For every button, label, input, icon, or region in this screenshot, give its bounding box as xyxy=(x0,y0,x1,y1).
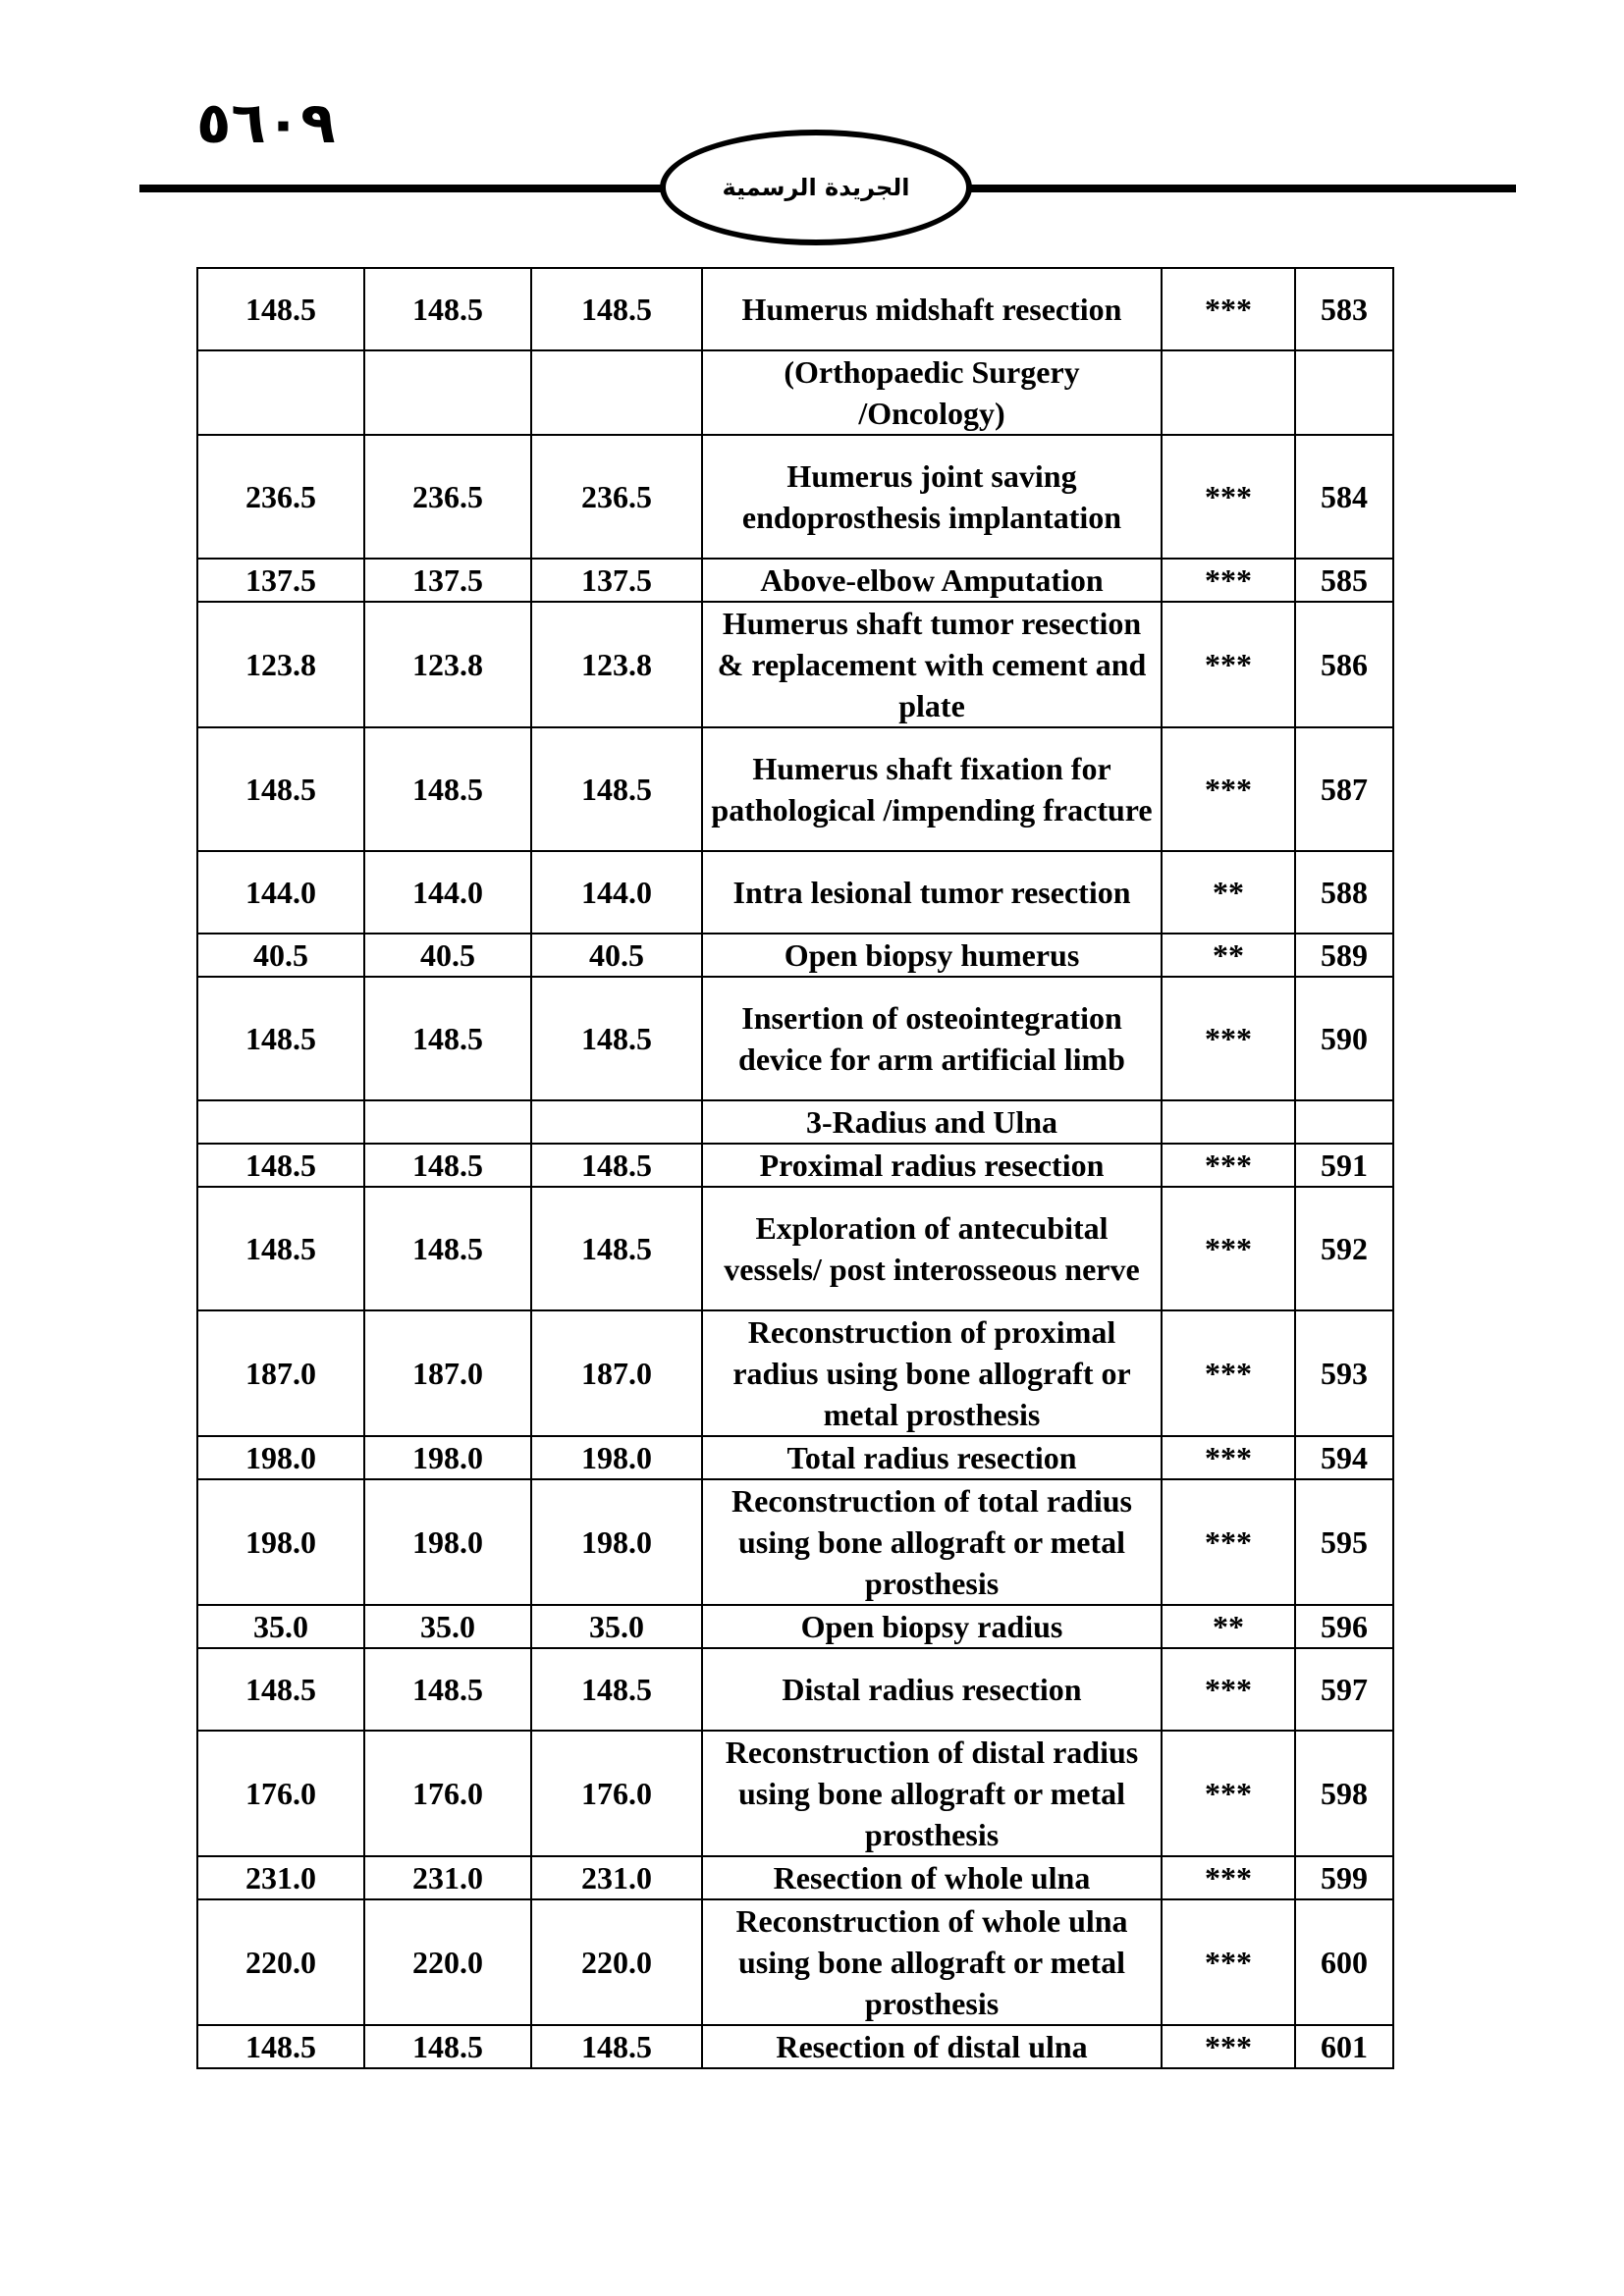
fee-cell-a: 187.0 xyxy=(197,1310,364,1436)
fee-cell-a: 137.5 xyxy=(197,559,364,602)
fee-cell-b: 187.0 xyxy=(364,1310,531,1436)
fee-cell-a: 144.0 xyxy=(197,851,364,934)
procedure-description: Insertion of osteointegration device for arm artificial limb xyxy=(702,977,1162,1100)
grade-cell: *** xyxy=(1162,435,1295,559)
grade-cell: *** xyxy=(1162,1648,1295,1731)
procedure-description: Resection of whole ulna xyxy=(702,1856,1162,1899)
fee-cell-a: 148.5 xyxy=(197,268,364,350)
procedure-description: Distal radius resection xyxy=(702,1648,1162,1731)
procedure-code: 593 xyxy=(1295,1310,1393,1436)
fee-cell-b: 220.0 xyxy=(364,1899,531,2025)
procedure-code: 583 xyxy=(1295,268,1393,350)
procedure-description: Humerus joint saving endoprosthesis implantation xyxy=(702,435,1162,559)
grade-cell: *** xyxy=(1162,268,1295,350)
grade-cell: *** xyxy=(1162,1731,1295,1856)
procedure-description: Reconstruction of whole ulna using bone allograft or metal prosthesis xyxy=(702,1899,1162,2025)
procedure-description: (Orthopaedic Surgery /Oncology) xyxy=(702,350,1162,435)
fee-cell-c: 176.0 xyxy=(531,1731,702,1856)
table-row xyxy=(197,559,1393,602)
grade-cell: ** xyxy=(1162,851,1295,934)
fee-cell-b xyxy=(364,1100,531,1144)
table-row xyxy=(197,1648,1393,1731)
procedure-code: 589 xyxy=(1295,934,1393,977)
fee-cell-b: 176.0 xyxy=(364,1731,531,1856)
procedure-description: Humerus shaft tumor resection & replacement with cement and plate xyxy=(702,602,1162,727)
procedure-code: 596 xyxy=(1295,1605,1393,1648)
fee-cell-a: 123.8 xyxy=(197,602,364,727)
grade-cell: *** xyxy=(1162,1479,1295,1605)
fee-cell-b: 148.5 xyxy=(364,1187,531,1310)
grade-cell: *** xyxy=(1162,2025,1295,2068)
fee-cell-c xyxy=(531,1100,702,1144)
fee-cell-a: 236.5 xyxy=(197,435,364,559)
procedure-code xyxy=(1295,350,1393,435)
fee-cell-a: 198.0 xyxy=(197,1436,364,1479)
fee-cell-c: 220.0 xyxy=(531,1899,702,2025)
fee-cell-b: 40.5 xyxy=(364,934,531,977)
table-row xyxy=(197,1436,1393,1479)
table-row xyxy=(197,727,1393,851)
fee-cell-c: 144.0 xyxy=(531,851,702,934)
fee-cell-c: 236.5 xyxy=(531,435,702,559)
table-row xyxy=(197,1144,1393,1187)
table-row xyxy=(197,350,1393,435)
fee-cell-c: 231.0 xyxy=(531,1856,702,1899)
procedure-description: Total radius resection xyxy=(702,1436,1162,1479)
fee-cell-c: 148.5 xyxy=(531,727,702,851)
procedure-code: 598 xyxy=(1295,1731,1393,1856)
procedure-code: 584 xyxy=(1295,435,1393,559)
fee-cell-c: 148.5 xyxy=(531,1187,702,1310)
procedure-code: 585 xyxy=(1295,559,1393,602)
publication-title-oval xyxy=(660,130,972,245)
procedure-code: 599 xyxy=(1295,1856,1393,1899)
table-row xyxy=(197,1856,1393,1899)
fee-cell-a xyxy=(197,350,364,435)
fee-cell-b: 148.5 xyxy=(364,727,531,851)
fee-cell-b: 148.5 xyxy=(364,1144,531,1187)
fee-cell-a: 148.5 xyxy=(197,1144,364,1187)
grade-cell: *** xyxy=(1162,1187,1295,1310)
grade-cell: *** xyxy=(1162,727,1295,851)
fee-cell-a: 148.5 xyxy=(197,1648,364,1731)
procedure-code: 595 xyxy=(1295,1479,1393,1605)
procedure-code: 586 xyxy=(1295,602,1393,727)
procedure-code: 600 xyxy=(1295,1899,1393,2025)
table-row xyxy=(197,977,1393,1100)
procedure-code: 592 xyxy=(1295,1187,1393,1310)
table-row xyxy=(197,851,1393,934)
fee-cell-c: 40.5 xyxy=(531,934,702,977)
page-number: ٥٦٠٩ xyxy=(196,89,336,156)
table-row xyxy=(197,602,1393,727)
fee-cell-c: 198.0 xyxy=(531,1479,702,1605)
grade-cell: *** xyxy=(1162,977,1295,1100)
procedure-description: Reconstruction of distal radius using bone allograft or metal prosthesis xyxy=(702,1731,1162,1856)
table-row xyxy=(197,268,1393,350)
grade-cell: *** xyxy=(1162,1310,1295,1436)
fee-cell-b: 198.0 xyxy=(364,1479,531,1605)
fee-cell-a xyxy=(197,1100,364,1144)
fee-cell-c xyxy=(531,350,702,435)
fee-cell-c: 148.5 xyxy=(531,1144,702,1187)
fee-cell-a: 148.5 xyxy=(197,2025,364,2068)
fee-cell-c: 148.5 xyxy=(531,977,702,1100)
fee-cell-a: 40.5 xyxy=(197,934,364,977)
fee-cell-c: 148.5 xyxy=(531,268,702,350)
procedure-description: Reconstruction of total radius using bone allograft or metal prosthesis xyxy=(702,1479,1162,1605)
fee-cell-c: 148.5 xyxy=(531,2025,702,2068)
grade-cell: ** xyxy=(1162,934,1295,977)
table-row xyxy=(197,1899,1393,2025)
grade-cell: *** xyxy=(1162,1899,1295,2025)
fee-cell-b: 144.0 xyxy=(364,851,531,934)
procedure-code xyxy=(1295,1100,1393,1144)
procedure-code: 591 xyxy=(1295,1144,1393,1187)
grade-cell: *** xyxy=(1162,559,1295,602)
fee-cell-a: 35.0 xyxy=(197,1605,364,1648)
procedure-code: 594 xyxy=(1295,1436,1393,1479)
grade-cell: *** xyxy=(1162,1144,1295,1187)
procedure-description: Reconstruction of proximal radius using bone allograft or metal prosthesis xyxy=(702,1310,1162,1436)
fee-cell-b: 35.0 xyxy=(364,1605,531,1648)
procedure-description: Above-elbow Amputation xyxy=(702,559,1162,602)
fee-cell-b: 148.5 xyxy=(364,1648,531,1731)
fee-cell-b: 231.0 xyxy=(364,1856,531,1899)
fee-cell-a: 231.0 xyxy=(197,1856,364,1899)
procedure-code: 597 xyxy=(1295,1648,1393,1731)
procedure-description: Humerus shaft fixation for pathological /impending fracture xyxy=(702,727,1162,851)
table-row xyxy=(197,1605,1393,1648)
fee-cell-c: 35.0 xyxy=(531,1605,702,1648)
procedure-description: Open biopsy radius xyxy=(702,1605,1162,1648)
table-row xyxy=(197,934,1393,977)
grade-cell xyxy=(1162,350,1295,435)
fee-table xyxy=(196,267,1394,2069)
fee-cell-a: 198.0 xyxy=(197,1479,364,1605)
fee-cell-a: 220.0 xyxy=(197,1899,364,2025)
fee-cell-c: 187.0 xyxy=(531,1310,702,1436)
procedure-description: Intra lesional tumor resection xyxy=(702,851,1162,934)
grade-cell xyxy=(1162,1100,1295,1144)
procedure-code: 587 xyxy=(1295,727,1393,851)
fee-cell-b: 148.5 xyxy=(364,268,531,350)
procedure-description: Open biopsy humerus xyxy=(702,934,1162,977)
fee-cell-b: 236.5 xyxy=(364,435,531,559)
procedure-description: 3-Radius and Ulna xyxy=(702,1100,1162,1144)
procedure-code: 601 xyxy=(1295,2025,1393,2068)
table-row xyxy=(197,435,1393,559)
fee-cell-c: 123.8 xyxy=(531,602,702,727)
grade-cell: *** xyxy=(1162,1436,1295,1479)
fee-cell-a: 148.5 xyxy=(197,727,364,851)
fee-cell-b: 148.5 xyxy=(364,2025,531,2068)
fee-cell-c: 137.5 xyxy=(531,559,702,602)
procedure-description: Resection of distal ulna xyxy=(702,2025,1162,2068)
table-row xyxy=(197,1187,1393,1310)
procedure-code: 588 xyxy=(1295,851,1393,934)
grade-cell: *** xyxy=(1162,602,1295,727)
grade-cell: *** xyxy=(1162,1856,1295,1899)
procedure-description: Humerus midshaft resection xyxy=(702,268,1162,350)
table-row xyxy=(197,1100,1393,1144)
table-row xyxy=(197,2025,1393,2068)
fee-cell-a: 148.5 xyxy=(197,1187,364,1310)
fee-cell-b: 198.0 xyxy=(364,1436,531,1479)
procedure-description: Proximal radius resection xyxy=(702,1144,1162,1187)
procedure-description: Exploration of antecubital vessels/ post interosseous nerve xyxy=(702,1187,1162,1310)
fee-cell-b xyxy=(364,350,531,435)
table-row xyxy=(197,1479,1393,1605)
publication-title: الجريدة الرسمية xyxy=(722,174,910,201)
table-row xyxy=(197,1310,1393,1436)
fee-cell-b: 148.5 xyxy=(364,977,531,1100)
fee-cell-c: 198.0 xyxy=(531,1436,702,1479)
grade-cell: ** xyxy=(1162,1605,1295,1648)
fee-cell-c: 148.5 xyxy=(531,1648,702,1731)
fee-table-body xyxy=(197,268,1393,2068)
procedure-code: 590 xyxy=(1295,977,1393,1100)
table-row xyxy=(197,1731,1393,1856)
fee-cell-b: 123.8 xyxy=(364,602,531,727)
fee-cell-a: 148.5 xyxy=(197,977,364,1100)
fee-cell-a: 176.0 xyxy=(197,1731,364,1856)
fee-cell-b: 137.5 xyxy=(364,559,531,602)
